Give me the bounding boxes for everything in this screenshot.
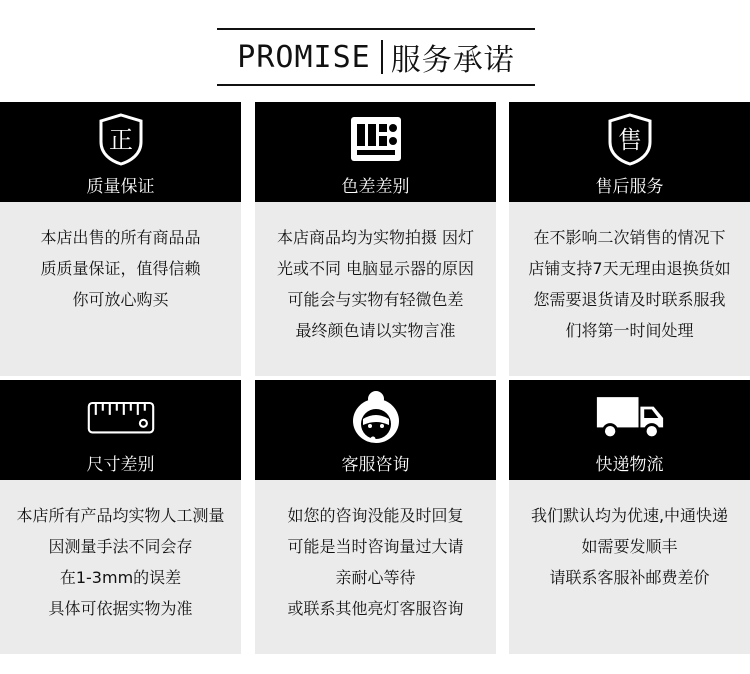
card-line: 可能是当时咨询量过大请 (287, 537, 464, 556)
card-body (0, 480, 241, 654)
ruler-icon (86, 390, 156, 444)
card-line: 如需要发顺丰 (581, 537, 678, 556)
card-line: 店铺支持7天无理由退换货如 (528, 259, 731, 278)
card-logistics (509, 380, 750, 654)
card-line: 因测量手法不同会存 (48, 537, 193, 556)
svg-text:正: 正 (108, 126, 133, 154)
card-size-difference (0, 380, 241, 654)
svg-text:售: 售 (617, 126, 642, 154)
card-header (509, 380, 750, 480)
card-title: 快递物流 (595, 455, 664, 475)
title-chinese: 服务承诺 (390, 43, 515, 78)
delivery-truck-icon (595, 390, 665, 444)
card-title: 色差差别 (341, 177, 410, 197)
color-chart-icon (341, 112, 411, 166)
page-title (217, 28, 535, 86)
card-line: 在1-3mm的误差 (59, 568, 182, 587)
card-after-sales (509, 102, 750, 376)
card-line: 你可放心购买 (72, 290, 169, 309)
card-line: 光或不同 电脑显示器的原因 (276, 259, 475, 278)
card-body (255, 480, 496, 654)
card-line: 在不影响二次销售的情况下 (533, 228, 726, 247)
card-header (255, 102, 496, 202)
shield-zheng-icon (86, 112, 156, 166)
card-line: 可能会与实物有轻微色差 (287, 290, 464, 309)
card-line: 我们默认均为优速,中通快递 (530, 506, 729, 525)
card-title: 尺寸差别 (86, 455, 155, 475)
card-line: 或联系其他亮灯客服咨询 (287, 599, 464, 618)
card-title: 售后服务 (595, 177, 664, 197)
card-line: 本店出售的所有商品品 (40, 228, 201, 247)
card-line: 您需要退货请及时联系服我 (533, 290, 726, 309)
card-line: 最终颜色请以实物言准 (295, 321, 456, 340)
card-header (0, 102, 241, 202)
card-body (509, 202, 750, 376)
card-line: 如您的咨询没能及时回复 (287, 506, 464, 525)
card-header (509, 102, 750, 202)
card-header (0, 380, 241, 480)
card-line: 具体可依据实物为准 (48, 599, 193, 618)
card-title: 客服咨询 (341, 455, 410, 475)
card-color-difference (255, 102, 496, 376)
shield-shou-icon (595, 112, 665, 166)
card-line: 请联系客服补邮费差价 (549, 568, 710, 587)
card-body (255, 202, 496, 376)
card-header (255, 380, 496, 480)
card-line: 们将第一时间处理 (565, 321, 694, 340)
card-title: 质量保证 (86, 177, 155, 197)
card-quality (0, 102, 241, 376)
card-body (509, 480, 750, 654)
card-body (0, 202, 241, 376)
card-line: 亲耐心等待 (335, 568, 416, 587)
card-line: 本店所有产品均实物人工测量 (16, 506, 225, 525)
title-divider (381, 40, 383, 74)
customer-service-icon (341, 390, 411, 444)
card-line: 本店商品均为实物拍摄 因灯 (276, 228, 475, 247)
card-customer-service (255, 380, 496, 654)
card-line: 质质量保证，值得信赖 (40, 259, 201, 278)
title-english: PROMISE (237, 39, 371, 75)
